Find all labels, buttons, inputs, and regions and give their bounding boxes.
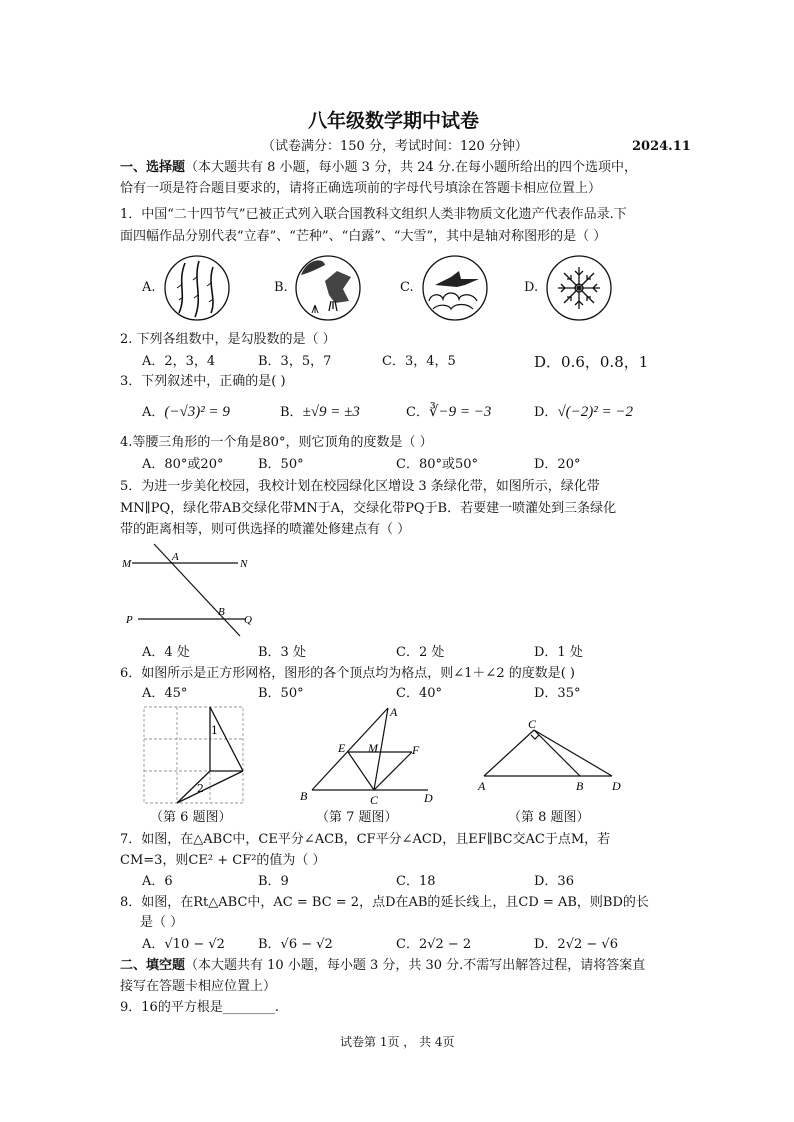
- q8-option-a: A．√10 − √2: [142, 937, 225, 952]
- lichun-image: [163, 255, 233, 325]
- q5-label-a: A: [172, 551, 179, 563]
- q5-line1: 5．为进一步美化校园，我校计划在校园绿化区增设 3 条绿化带，如图所示，绿化带: [120, 479, 600, 494]
- q3-option-b: B．±√9 = ±3: [280, 404, 360, 420]
- section1-heading: 一、选择题: [120, 160, 186, 175]
- q4-option-b: B．50°: [258, 457, 304, 472]
- q5-line2: MN∥PQ，绿化带AB交绿化带MN于A，交绿化带PQ于B．若要建一喷灌处到三条绿化: [120, 501, 617, 516]
- q3-option-d: D．√(−2)² = −2: [534, 404, 634, 420]
- fig7-label-a: A: [390, 705, 398, 719]
- fig7-label-m: M: [368, 741, 378, 755]
- fig6-grid-figure: [143, 706, 247, 806]
- fig6-angle1-label: 1: [211, 724, 218, 737]
- section2-heading: 二、填空题: [120, 958, 186, 973]
- q3-stem: 3．下列叙述中，正确的是( ): [120, 374, 286, 389]
- q3-math-c: ∛−9 = −3: [428, 404, 492, 420]
- q5-option-d: D．1 处: [534, 645, 583, 660]
- fig6-caption: （第 6 题图）: [150, 810, 232, 825]
- section1-line1: [120, 158, 637, 178]
- q4-option-c: C．80°或50°: [396, 457, 479, 472]
- page-title: 八年级数学期中试卷: [308, 110, 480, 132]
- q1-label-a: A.: [142, 280, 156, 295]
- q3-math-b: ±√9 = ±3: [302, 404, 360, 420]
- q5-label-p: P: [126, 614, 133, 626]
- section2-line1: [120, 956, 645, 976]
- q7-line2: CM=3，则CE² + CF²的值为（ ）: [120, 853, 326, 868]
- section2-desc2: 接写在答题卡相应位置上）: [120, 979, 277, 994]
- q5-label-b: B: [218, 606, 225, 618]
- q5-label-q: Q: [244, 614, 252, 626]
- q5-option-c: C．2 处: [396, 645, 445, 660]
- q4-stem: 4.等腰三角形的一个角是80°，则它顶角的度数是（ ）: [120, 435, 433, 450]
- fig7-figure: [298, 704, 448, 808]
- bailu-image: [421, 255, 491, 325]
- q5-label-n: N: [240, 558, 248, 570]
- q7-option-a: A．6: [142, 874, 173, 889]
- q6-option-d: D．35°: [534, 686, 581, 701]
- q2-option-a: A．2，3，4: [142, 354, 216, 369]
- q8-option-b: B．√6 − √2: [258, 937, 333, 952]
- fig7-label-e: E: [338, 741, 346, 755]
- fig8-label-a: A: [478, 779, 486, 793]
- q6-stem: 6．如图所示是正方形网格，图形的各个顶点均为格点，则∠1＋∠2 的度数是( ): [120, 666, 576, 681]
- q2-stem: 2. 下列各组数中，是勾股数的是（ ）: [120, 332, 336, 347]
- fig8-figure: [474, 716, 634, 796]
- q4-option-a: A．80°或20°: [142, 457, 224, 472]
- q7-option-d: D．36: [534, 874, 574, 889]
- q5-figure: [118, 540, 268, 640]
- fig7-caption: （第 7 题图）: [316, 810, 398, 825]
- fig7-label-b: B: [300, 789, 308, 803]
- q3-option-c: C．∛−9 = −3: [406, 404, 492, 420]
- q6-option-a: A．45°: [142, 686, 188, 701]
- q8-line2: 是（ ）: [140, 915, 184, 930]
- q2-option-d: D．0.6，0.8，1: [534, 353, 649, 371]
- fig6-angle2-label: 2: [197, 782, 204, 795]
- exam-date: 2024.11: [632, 139, 691, 154]
- q7-line1: 7．如图，在△ABC中，CE平分∠ACB，CF平分∠ACD，且EF∥BC交AC于点M，若: [120, 832, 611, 847]
- fig8-label-b: B: [576, 779, 584, 793]
- q1-label-d: D.: [524, 280, 539, 295]
- q5-label-m: M: [122, 558, 132, 570]
- q1-line1: 1．中国“二十四节气”已被正式列入联合国教科文组织人类非物质文化遗产代表作品录.下: [120, 207, 627, 222]
- q3-option-a: A．(−√3)² = 9: [142, 404, 230, 420]
- q9-stem: 9．16的平方根是________.: [120, 1000, 279, 1015]
- q3-math-d: √(−2)² = −2: [557, 404, 634, 420]
- mangzhong-image: [295, 255, 365, 325]
- q6-option-b: B．50°: [258, 686, 304, 701]
- section1-desc1: （本大题共有 8 小题，每小题 3 分，共 24 分.在每小题所给出的四个选项中，: [185, 160, 638, 175]
- q1-label-b: B.: [274, 280, 288, 295]
- fig7-label-d: D: [424, 791, 433, 805]
- q8-option-c: C．2√2 − 2: [396, 937, 472, 952]
- q7-option-c: C．18: [396, 874, 436, 889]
- page-footer: 试卷第 1页 ， 共 4页: [340, 1035, 455, 1049]
- q4-option-d: D．20°: [534, 457, 581, 472]
- q1-line2: 面四幅作品分别代表“立春”、“芒种”、“白露”、“大雪”，其中是轴对称图形的是（ ）: [120, 229, 607, 244]
- daxue-image: [545, 255, 615, 325]
- fig8-label-d: D: [612, 779, 621, 793]
- fig7-label-f: F: [412, 743, 420, 757]
- q6-option-c: C．40°: [396, 686, 442, 701]
- q5-option-b: B．3 处: [258, 645, 306, 660]
- q1-label-c: C.: [400, 280, 414, 295]
- q2-option-c: C．3，4，5: [382, 354, 456, 369]
- section1-desc2: 恰有一项是符合题目要求的，请将正确选项前的字母代号填涂在答题卡相应位置上）: [120, 181, 602, 196]
- fig7-label-c: C: [370, 793, 379, 807]
- q3-math-a: (−√3)² = 9: [164, 404, 230, 420]
- q7-option-b: B．9: [258, 874, 289, 889]
- q8-option-d: D．2√2 − √6: [534, 937, 618, 952]
- q5-option-a: A．4 处: [142, 645, 190, 660]
- fig8-label-c: C: [528, 717, 537, 731]
- q8-line1: 8．如图，在Rt△ABC中，AC = BC = 2，点D在AB的延长线上，且CD = AB，则BD的长: [120, 895, 649, 910]
- q5-line3: 带的距离相等，则可供选择的喷灌处修建点有（ ）: [120, 522, 411, 537]
- fig8-caption: （第 8 题图）: [508, 810, 590, 825]
- section2-desc1: （本大题共有 10 小题，每小题 3 分，共 30 分.不需写出解答过程，请将答案直: [185, 958, 646, 973]
- exam-info: （试卷满分：150 分，考试时间：120 分钟）: [262, 139, 528, 154]
- q2-option-b: B．3，5，7: [258, 354, 332, 369]
